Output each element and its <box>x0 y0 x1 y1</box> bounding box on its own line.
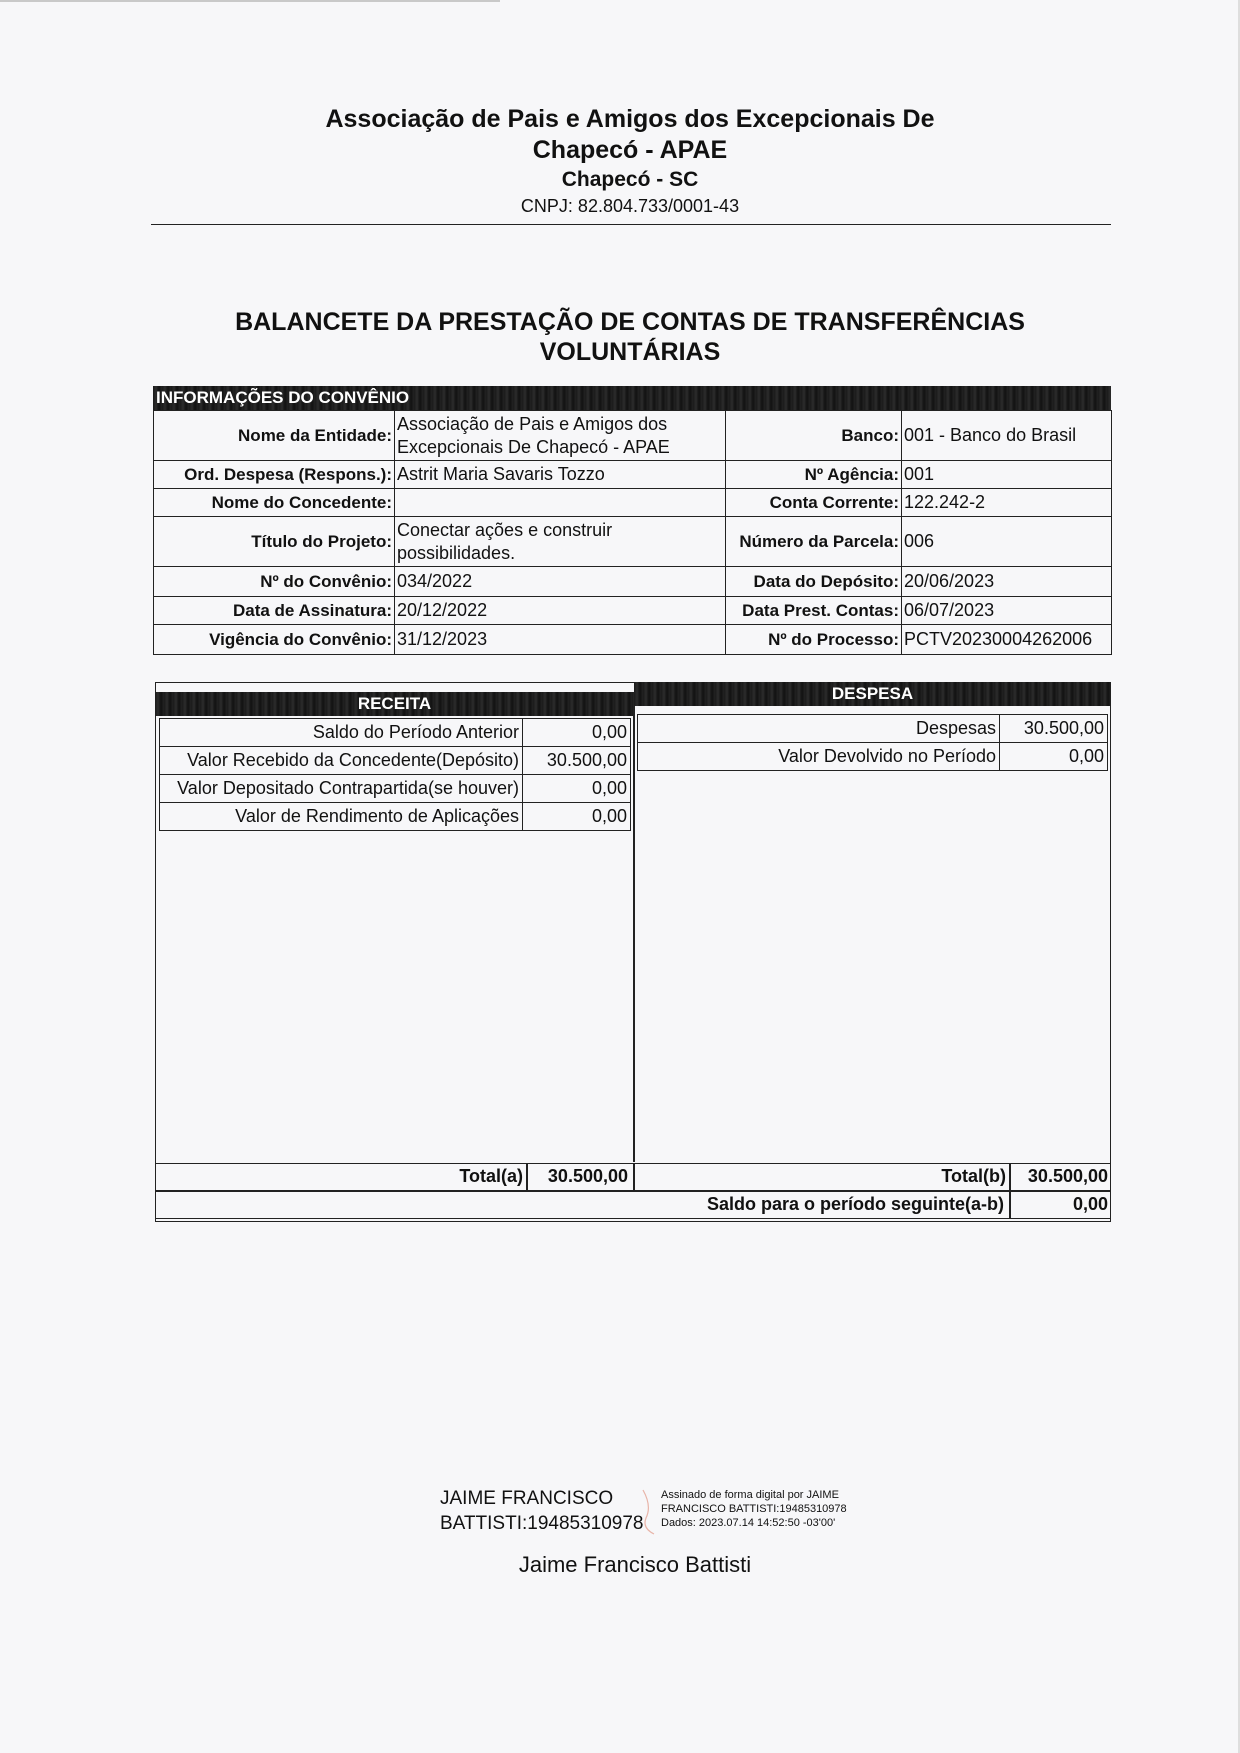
despesa-header: DESPESA <box>634 682 1111 706</box>
document-title <box>150 307 1110 367</box>
data-prest-contas-label: Data Prest. Contas: <box>726 597 902 625</box>
receita-row-value: 0,00 <box>523 775 631 803</box>
organization-name <box>150 104 1110 166</box>
receita-row-label: Valor de Rendimento de Aplicações <box>160 803 523 831</box>
titulo-projeto-label: Título do Projeto: <box>154 517 395 567</box>
conta-corrente-label: Conta Corrente: <box>726 489 902 517</box>
vigencia-value: 31/12/2023 <box>395 625 726 655</box>
total-divider <box>633 1164 635 1190</box>
agencia-label: Nº Agência: <box>726 461 902 489</box>
total-a-value: 30.500,00 <box>547 1166 628 1186</box>
concedente-label: Nome do Concedente: <box>154 489 395 517</box>
convenio-value: 034/2022 <box>395 567 726 597</box>
document-header <box>150 104 1110 218</box>
info-row <box>154 567 1112 597</box>
receita-row <box>160 719 631 747</box>
signature-details <box>661 1488 847 1530</box>
receita-row-label: Valor Depositado Contrapartida(se houver) <box>160 775 523 803</box>
page-edge-top <box>0 0 500 2</box>
info-row <box>154 625 1112 655</box>
despesa-row-value: 30.500,00 <box>1000 715 1108 743</box>
totals-row <box>155 1163 1111 1191</box>
despesa-row <box>638 743 1108 771</box>
receita-table <box>159 718 631 831</box>
receita-row <box>160 803 631 831</box>
receita-row-value: 0,00 <box>523 803 631 831</box>
despesa-row-label: Despesas <box>638 715 1000 743</box>
ord-despesa-label: Ord. Despesa (Respons.): <box>154 461 395 489</box>
info-row <box>154 411 1112 461</box>
data-assinatura-label: Data de Assinatura: <box>154 597 395 625</box>
document-title-line2: VOLUNTÁRIAS <box>539 338 721 366</box>
despesa-table <box>637 714 1108 771</box>
receita-row <box>160 775 631 803</box>
info-row <box>154 517 1112 567</box>
data-deposito-label: Data do Depósito: <box>726 567 902 597</box>
processo-value: PCTV20230004262006 <box>902 625 1112 655</box>
convenio-label: Nº do Convênio: <box>154 567 395 597</box>
despesa-row-value: 0,00 <box>1000 743 1108 771</box>
banco-label: Banco: <box>726 411 902 461</box>
parcela-value: 006 <box>902 517 1112 567</box>
ord-despesa-value: Astrit Maria Savaris Tozzo <box>395 461 726 489</box>
data-deposito-value: 20/06/2023 <box>902 567 1112 597</box>
receita-row-label: Valor Recebido da Concedente(Depósito) <box>160 747 523 775</box>
signature-name-line2: BATTISTI:19485310978 <box>440 1513 644 1534</box>
info-row <box>154 489 1112 517</box>
receita-row-value: 30.500,00 <box>523 747 631 775</box>
info-table <box>153 410 1112 655</box>
receita-row-value: 0,00 <box>523 719 631 747</box>
document-title-line1: BALANCETE DA PRESTAÇÃO DE CONTAS DE TRANSFERÊNCIAS <box>235 308 1025 336</box>
data-assinatura-value: 20/12/2022 <box>395 597 726 625</box>
nome-entidade-label: Nome da Entidade: <box>154 411 395 461</box>
organization-cnpj: CNPJ: 82.804.733/0001-43 <box>520 196 740 216</box>
despesa-row <box>638 715 1108 743</box>
total-b-label: Total(b) <box>941 1166 1006 1186</box>
signature-name-line1: JAIME FRANCISCO <box>440 1488 614 1509</box>
info-section-header: INFORMAÇÕES DO CONVÊNIO <box>153 386 1111 410</box>
saldo-row <box>155 1191 1111 1219</box>
banco-value: 001 - Banco do Brasil <box>902 411 1112 461</box>
finance-column-divider <box>633 706 635 1162</box>
vigencia-label: Vigência do Convênio: <box>154 625 395 655</box>
header-divider <box>151 224 1111 225</box>
saldo-value: 0,00 <box>1072 1194 1108 1214</box>
saldo-divider <box>1009 1192 1011 1218</box>
organization-name-line1: Associação de Pais e Amigos dos Excepcionais De <box>325 105 935 133</box>
receita-row-label: Saldo do Período Anterior <box>160 719 523 747</box>
signature-name <box>440 1486 644 1536</box>
organization-name-line2: Chapecó - APAE <box>532 136 728 164</box>
agencia-value: 001 <box>902 461 1112 489</box>
signature-detail-line: FRANCISCO BATTISTI:19485310978 <box>661 1503 847 1515</box>
despesa-row-label: Valor Devolvido no Período <box>638 743 1000 771</box>
titulo-projeto-value: Conectar ações e construir possibilidades. <box>395 517 726 567</box>
processo-label: Nº do Processo: <box>726 625 902 655</box>
nome-entidade-value: Associação de Pais e Amigos dos Excepcionais De Chapecó - APAE <box>395 411 726 461</box>
organization-city: Chapecó - SC <box>561 168 699 191</box>
total-divider <box>1009 1164 1011 1190</box>
signature-detail-line: Assinado de forma digital por JAIME <box>661 1489 839 1501</box>
info-row <box>154 597 1112 625</box>
info-row <box>154 461 1112 489</box>
receita-row <box>160 747 631 775</box>
data-prest-contas-value: 06/07/2023 <box>902 597 1112 625</box>
receita-header: RECEITA <box>155 692 634 716</box>
saldo-label: Saldo para o período seguinte(a-b) <box>706 1194 1004 1214</box>
signature-detail-line: Dados: 2023.07.14 14:52:50 -03'00' <box>661 1517 836 1529</box>
conta-corrente-value: 122.242-2 <box>902 489 1112 517</box>
total-a-label: Total(a) <box>459 1166 523 1186</box>
concedente-value <box>395 489 726 517</box>
digital-signature-mark <box>640 1488 658 1536</box>
signer-name: Jaime Francisco Battisti <box>518 1552 752 1577</box>
parcela-label: Número da Parcela: <box>726 517 902 567</box>
total-b-value: 30.500,00 <box>1027 1166 1108 1186</box>
